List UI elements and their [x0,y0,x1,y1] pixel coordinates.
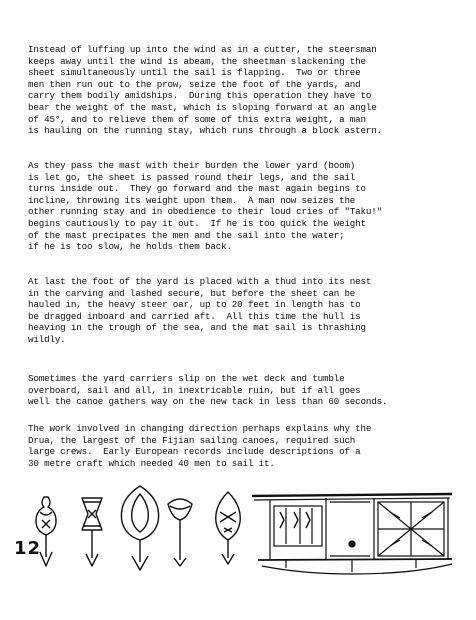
paragraph-4: Sometimes the yard carriers slip on the wet deck and tumble overboard, sail and all, in inextricable ruin, but if all goes well the canoe gathers way on the new tack in less than 60 seconds. [28,373,388,408]
page-number: 12 [14,538,42,559]
carving-illustration-2 [82,498,102,566]
carving-illustration-1 [36,497,56,566]
paragraph-1: Instead of luffing up into the wind as in a cutter, the steersman keeps away until the wind is abeam, the sheetman slackening the sheet simultaneously until the sail is flapping. Two or three men then run out to the prow, seize the foot of the yards, and carry them bodily amidships. During this operation they have to bear the weight of the mast, which is sloping forward at an angle of 45°, and to relieve them of some of this extra weight, a man is hauling on the running stay, which runs through a block astern. [28,44,382,137]
carving-illustration-3 [121,486,158,570]
paragraph-2: As they pass the mast with their burden the lower yard (boom) is let go, the sheet is passed round their legs, and the sail turns inside out. They go forward and the mast again begins to incline, throwing its weight upon them. A man now seizes the other running stay and in obedience to their loud cries of "Taku!" begins cautiously to pay it out. If he is too quick the weight of the mast precipates the men and the sail into the water; if he is too slow, he holds them back. [28,160,382,253]
canoe-deck-house-illustration [252,494,452,574]
carving-illustration-5 [216,492,241,564]
paragraph-3: At last the foot of the yard is placed with a thud into its nest in the carving and lashed secure, but before the sheet can be hauled in, the heavy steer oar, up to 20 feet in length has to be dragged inboard and carried aft. All this time the hull is heaving in the trough of the sea, and the mat sail is thrashing wildly. [28,276,372,345]
carving-illustration-4 [168,499,192,566]
paragraph-5: The work involved in changing direction perhaps explains why the Drua, the largest of the Fijian sailing canoes, required such large crews. Early European records include descriptions of a 30 metre craft which needed 40 men to sail it. [28,423,372,469]
